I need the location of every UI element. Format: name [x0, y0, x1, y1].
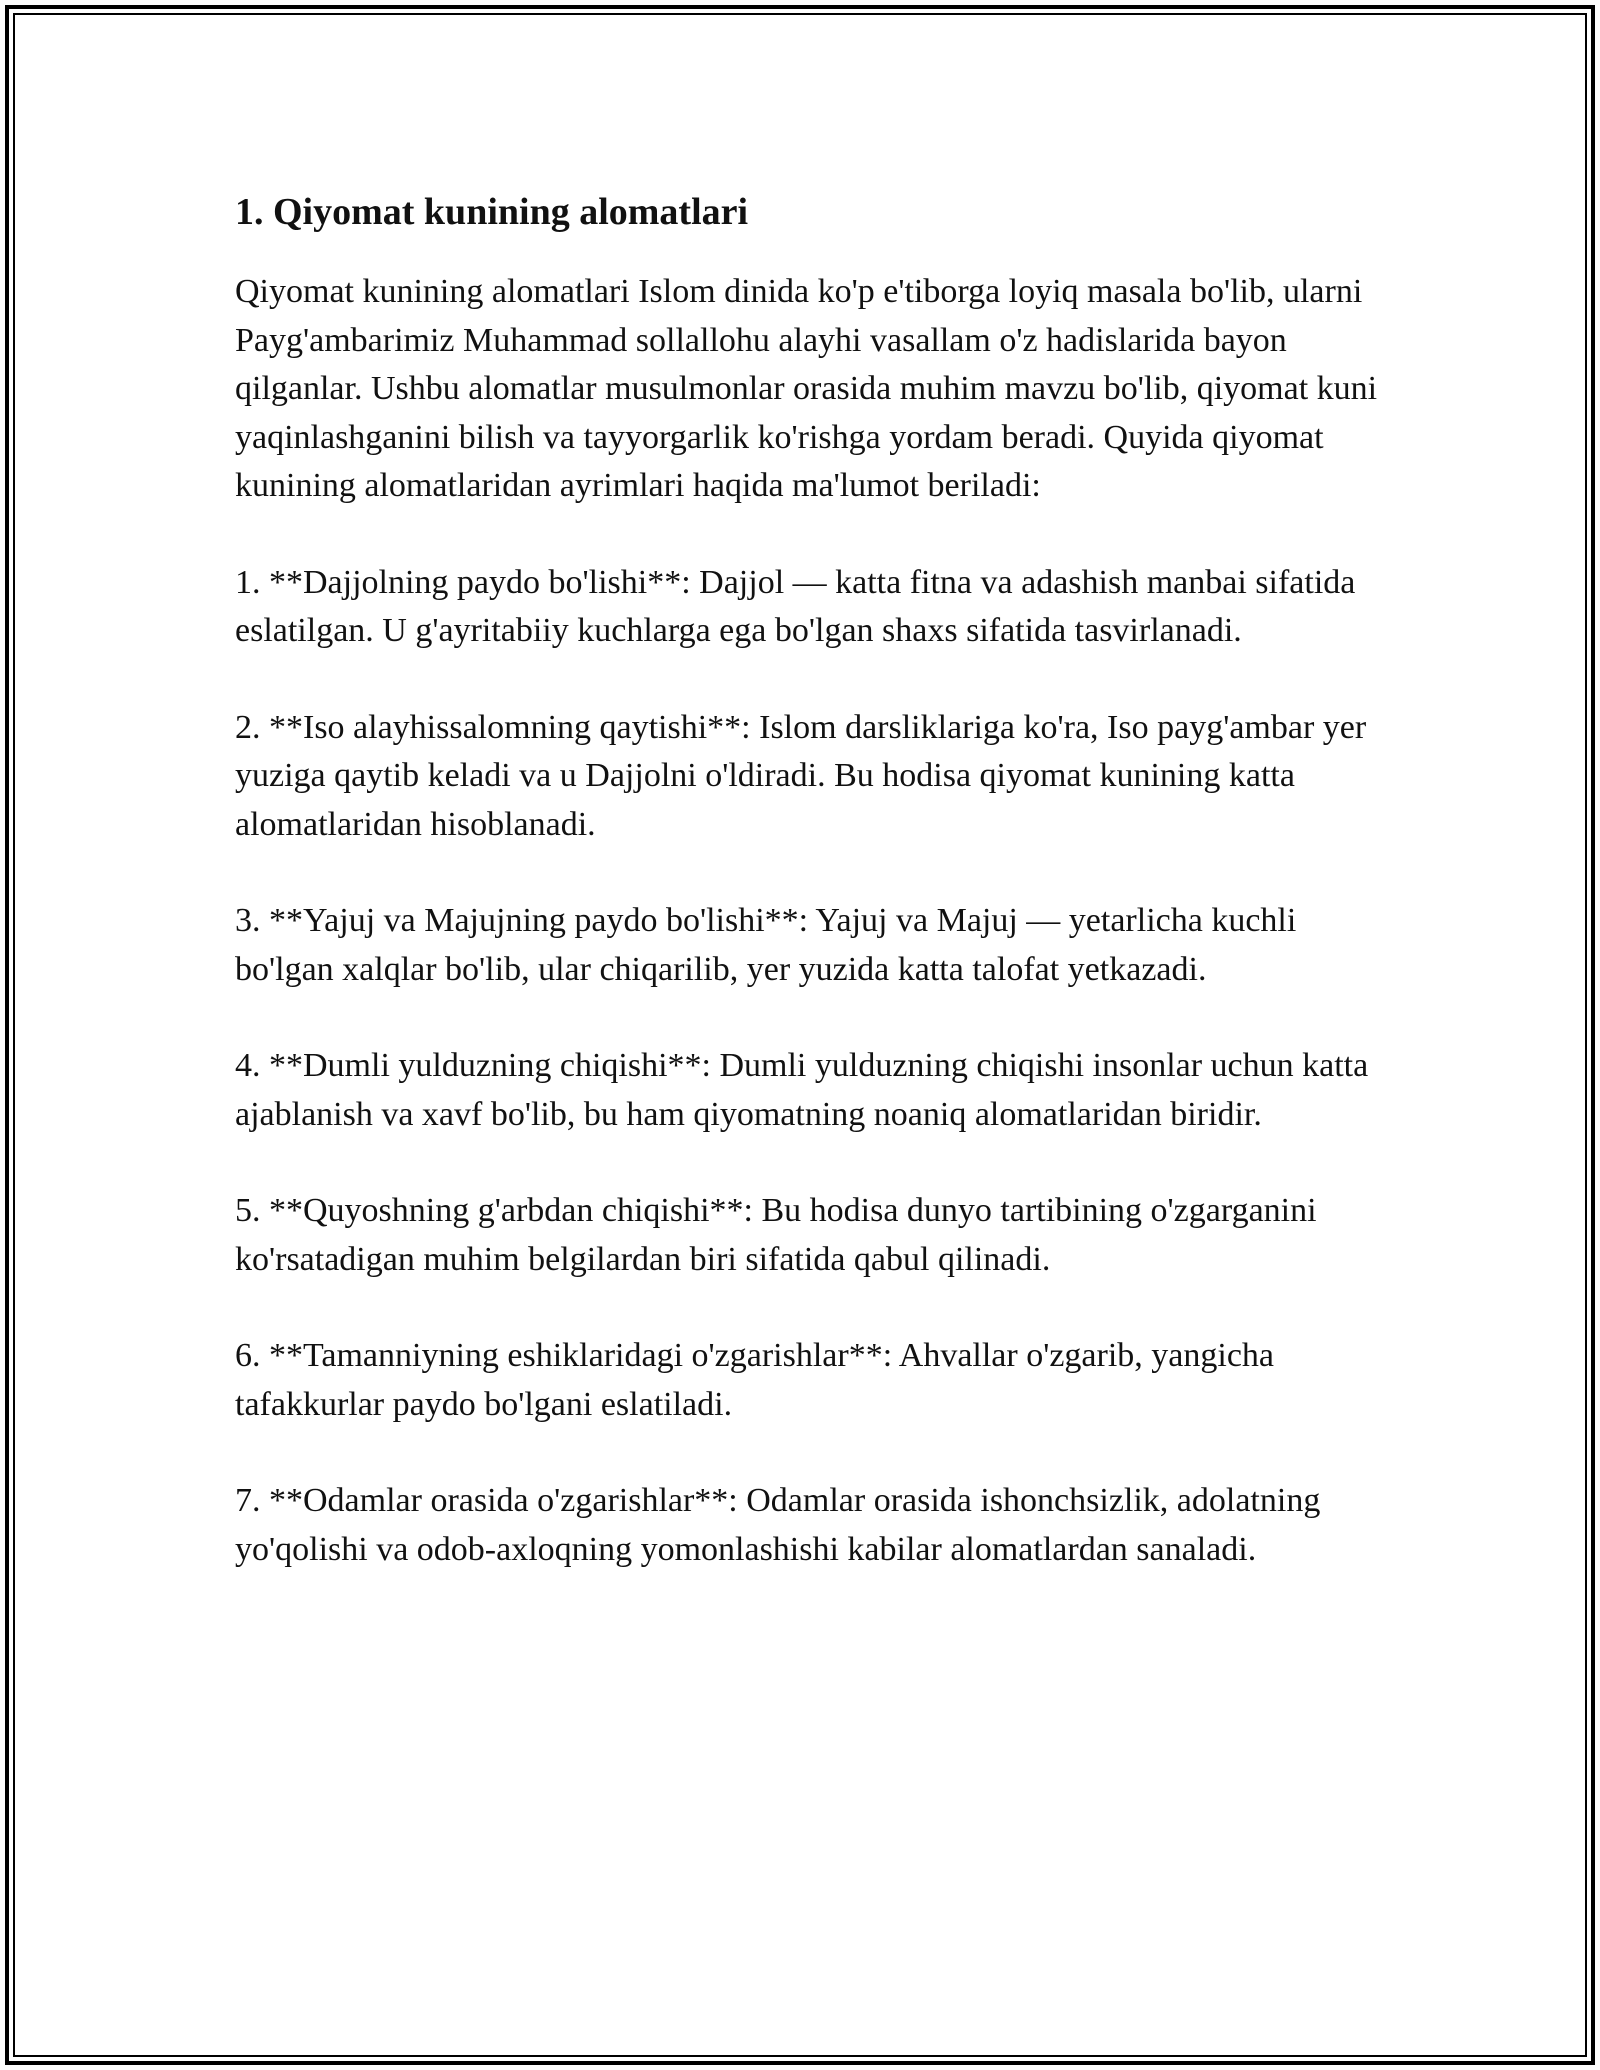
- list-item-text: **Tamanniyning eshiklaridagi o'zgarishlar**: Ahvallar o'zgarib, yangicha tafakkurlar paydo bo'lgani eslatiladi.: [235, 1337, 1275, 1423]
- list-item-text: **Iso alayhissalomning qaytishi**: Islom darsliklariga ko'ra, Iso payg'ambar yer yuziga qaytib keladi va u Dajjolni o'ldiradi. Bu hodisa qiyomat kunining katta alomatlaridan hisoblanadi.: [235, 708, 1367, 843]
- document-title: 1. Qiyomat kunining alomatlari: [235, 191, 749, 233]
- list-item-text: **Quyoshning g'arbdan chiqishi**: Bu hodisa dunyo tartibining o'zgarganini ko'rsatadigan muhim belgilardan biri sifatida qabul qilinadi.: [235, 1192, 1317, 1278]
- list-item-number: 7.: [235, 1482, 269, 1519]
- list-item-number: 1.: [235, 563, 269, 601]
- intro-paragraph: Qiyomat kunining alomatlari Islom dinida ko'p e'tiborga loyiq masala bo'lib, ularni Payg'ambarimiz Muhammad sollallohu alayhi vasallam o'z hadislarida bayon qilganlar. Ushbu alomatlar musulmonlar orasida muhim mavzu bo'lib, qiyomat kuni yaqinlashganini bilish va tayyorgarlik ko'rishga yordam beradi. Quyida qiyomat kunining alomatlaridan ayrimlari haqida ma'lumot beriladi:: [235, 273, 1378, 504]
- list-item-number: 6.: [235, 1337, 269, 1374]
- list-item-4: [235, 1042, 1395, 1139]
- list-item-text: **Yajuj va Majujning paydo bo'lishi**: Yajuj va Majuj — yetarlicha kuchli bo'lgan xalqlar bo'lib, ular chiqarilib, yer yuzida katta talofat yetkazadi.: [235, 902, 1297, 988]
- list-item-text: **Dajjolning paydo bo'lishi**: Dajjol — katta fitna va adashish manbai sifatida eslatilgan. U g'ayritabiiy kuchlarga ega bo'lgan shaxs sifatida tasvirlanadi.: [235, 563, 1356, 649]
- list-item-number: 4.: [235, 1047, 269, 1084]
- list-item-text: **Dumli yulduzning chiqishi**: Dumli yulduzning chiqishi insonlar uchun katta ajablanish va xavf bo'lib, bu ham qiyomatning noaniq alomatlaridan biridir.: [235, 1047, 1369, 1133]
- list-item-number: 2.: [235, 708, 269, 746]
- list-item-2: [235, 704, 1395, 850]
- list-item-3: [235, 897, 1395, 994]
- list-item-5: [235, 1187, 1395, 1284]
- document-body: [235, 186, 1395, 1622]
- list-item-1: [235, 559, 1395, 656]
- list-item-text: **Odamlar orasida o'zgarishlar**: Odamlar orasida ishonchsizlik, adolatning yo'qolishi va odob-axloqning yomonlashishi kabilar alomatlardan sanaladi.: [235, 1482, 1321, 1568]
- list-item-7: [235, 1477, 1395, 1574]
- list-item-6: [235, 1332, 1395, 1429]
- list-item-number: 5.: [235, 1192, 269, 1229]
- list-item-number: 3.: [235, 902, 269, 939]
